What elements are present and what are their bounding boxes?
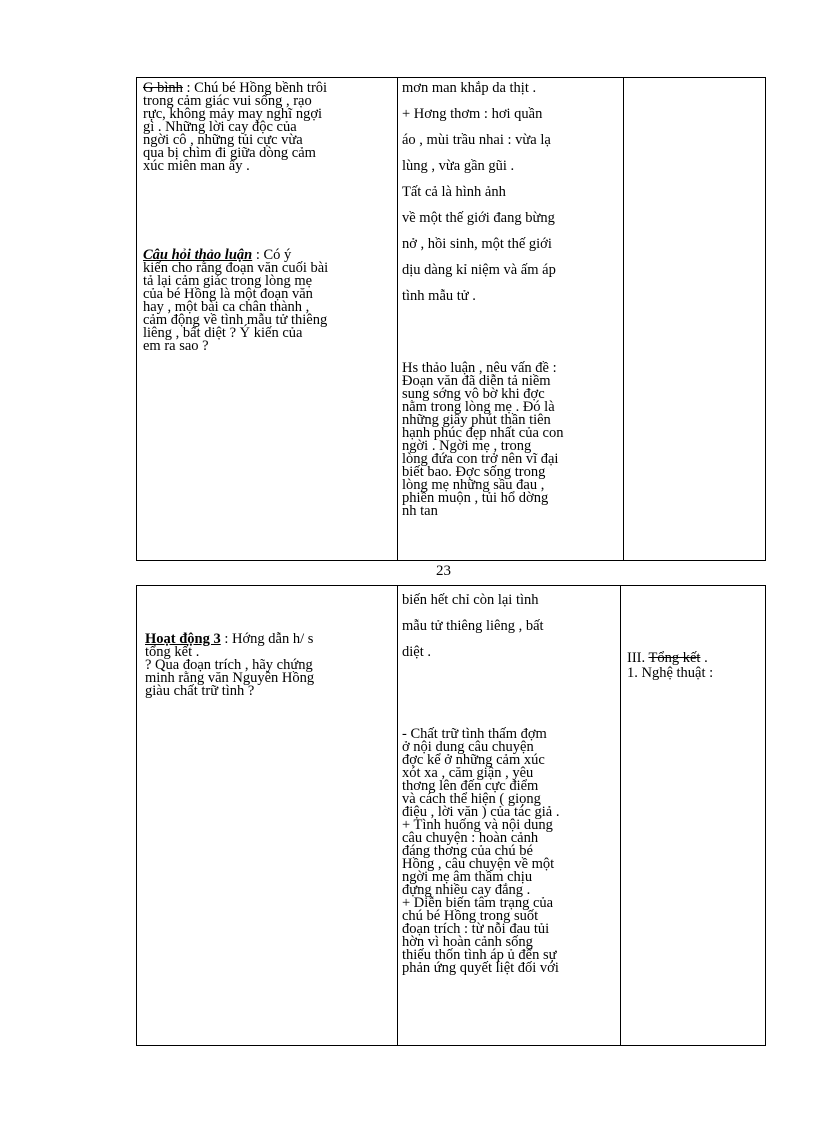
column-divider (397, 586, 398, 1045)
discussion-paragraph (143, 249, 393, 353)
discussion-answer: Hs thảo luận , nêu vấn đề : Đoạn văn đã diễn tả niềm sung sớng vô bờ khi đợc nằm trong lòng mẹ . Đó là những giây phút thần tiên hạnh phúc đẹp nhất của con ngời . Ngời mẹ , trong lòng đứa con trở nên vĩ đại biết bao. Đợc sống trong lòng mẹ những sầu đau , phiền muộn , tủi hổ dờng nh tan (402, 360, 564, 519)
discussion-label: Câu hỏi thảo luận (143, 247, 253, 263)
art-subheading: 1. Nghệ thuật : (627, 665, 714, 681)
activity-3-paragraph (145, 633, 393, 698)
imagery-paragraph: mơn man khắp da thịt . + Hơng thơm : hơi quần áo , mùi trầu nhai : vừa lạ lùng , vừa gần gũi . Tất cả là hình ảnh về một thế giới đang bừng nở , hồi sinh, một thế giới dịu dàng kỉ niệm và ấm áp tình mẫu tử . (402, 80, 556, 304)
content-cell (627, 78, 765, 560)
discussion-text: : Có ý kiến cho rằng đoạn văn cuối bài tả lại cảm giác trong lòng mẹ của bé Hồng là một đoạn văn hay , một bài ca chân thành , cảm động về tình mẫu tử thiêng liêng , bất diệt ? Ý kiến của em ra sao ? (143, 247, 329, 354)
evaluation-text: : Chú bé Hồng bềnh trôi trong cảm giác vui sống , rạo rực, không mảy may nghĩ ngợi gì . Những lời cay độc của ngời cô , những tủi cực vừa qua bị chìm đi giữa dòng cảm xúc miên man ấy . (143, 80, 328, 174)
column-divider (623, 78, 624, 560)
evaluation-label: G bình (143, 80, 183, 96)
conclusion-paragraph: biến hết chỉ còn lại tình mẫu tử thiêng liêng , bất diệt . (402, 592, 544, 660)
teacher-activity-cell (143, 78, 393, 560)
summary-label: Tổng kết (648, 650, 701, 666)
column-divider (397, 78, 398, 560)
teacher-activity-cell (143, 586, 393, 1045)
activity-3-label: Hoạt động 3 (145, 631, 221, 647)
content-cell (625, 586, 765, 1045)
evaluation-paragraph (143, 82, 393, 173)
lesson-table-bottom (136, 585, 766, 1046)
summary-heading: III. Tổng kết . (627, 650, 708, 666)
student-activity-cell (402, 586, 619, 1045)
page-number: 23 (436, 563, 451, 579)
activity-3-text: : Hớng dẫn h/ s tổng kết . ? Qua đoạn trích , hãy chứng minh rằng văn Nguyên Hồng giàu chất trữ tình ? (145, 631, 315, 699)
lyrical-analysis: - Chất trữ tình thấm đợm ở nội dung câu chuyện đợc kể ở những cảm xúc xót xa , căm giận , yêu thơng lên đến cực điểm và cách thể hiện ( giọng điệu , lời văn ) của tác giả . + Tình huống và nội dung câu chuyện : hoàn cảnh đáng thơng của chú bé Hồng , câu chuyện về một ngời mẹ âm thầm chịu đựng nhiều cay đắng . + Diễn biến tâm trạng của chú bé Hồng trong suốt đoạn trích : từ nỗi đau tủi hờn vì hoàn cảnh sống thiếu thốn tình áp ủ đến sự phản ứng quyết liệt đối với (402, 726, 560, 976)
lesson-table-top (136, 77, 766, 561)
column-divider (620, 586, 621, 1045)
student-activity-cell (402, 78, 622, 560)
